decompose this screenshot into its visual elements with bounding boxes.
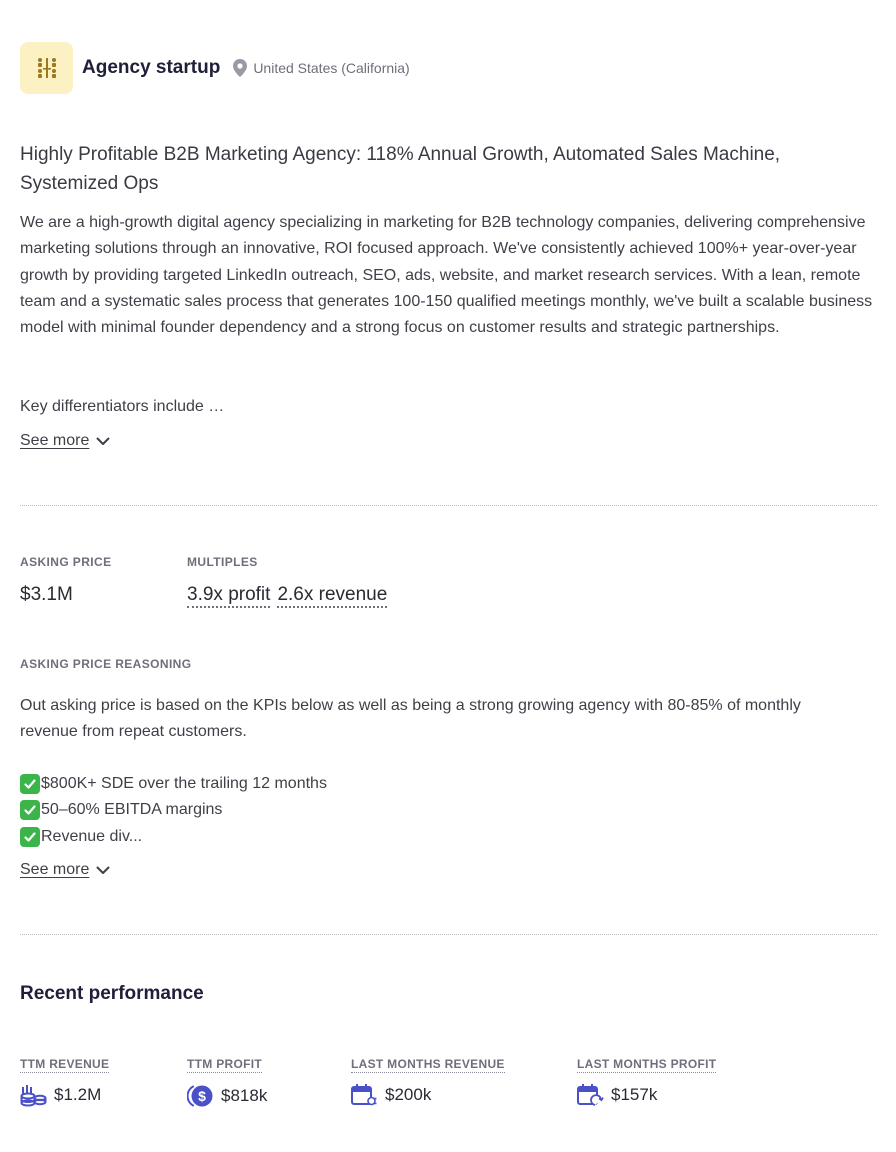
company-logo [20, 42, 73, 94]
calendar-profit-icon [577, 1083, 604, 1107]
dollar-circle-icon [187, 1083, 214, 1109]
coins-stack-icon [20, 1083, 47, 1107]
see-more-label: See more [20, 861, 90, 878]
company-name: Agency startup [82, 57, 221, 78]
kpi-label[interactable]: LAST MONTHS REVENUE [351, 1057, 505, 1071]
kpi-value: $157k [611, 1085, 658, 1104]
reasoning-bullets [20, 771, 327, 850]
revenue-multiple[interactable]: 2.6x revenue [277, 584, 387, 608]
bullet-text: 50–60% EBITDA margins [41, 801, 223, 819]
multiples-label: MULTIPLES [187, 555, 258, 569]
location [233, 59, 409, 77]
calendar-revenue-icon [351, 1083, 378, 1107]
listing-description: We are a high-growth digital agency specializing in marketing for B2B technology companies, delivering comprehensive marketing solutions through an innovative, ROI focused approach. We've consistently achieved 100%+ year-over-year growth by providing targeted LinkedIn outreach, SEO, ads, website, and market research services. With a lean, remote team and a systematic sales process that generates 100-150 qualified meetings monthly, we've built a scalable business model with minimal founder dependency and a strong focus on customer results and strategic partnerships. [20, 214, 873, 337]
bullet-text: $800K+ SDE over the trailing 12 months [41, 775, 327, 792]
asking-price-reasoning-label: ASKING PRICE REASONING [20, 657, 192, 671]
description-see-more-button[interactable] [20, 432, 110, 450]
kpi-value: $200k [385, 1085, 432, 1104]
kpi-ttm-profit [187, 1055, 267, 1109]
chevron-down-icon [96, 866, 110, 875]
bullet-item [20, 771, 327, 797]
svg-text:$: $ [198, 1088, 206, 1104]
listing-teaser: Key differentiators include … [20, 398, 225, 415]
check-mark-icon [20, 827, 40, 847]
kpi-value-row [20, 1083, 109, 1107]
check-mark-icon [20, 774, 40, 794]
map-pin-icon [233, 59, 247, 77]
kpi-value: $818k [221, 1086, 268, 1105]
recent-performance-title: Recent performance [20, 983, 204, 1004]
check-mark-icon [20, 800, 40, 820]
kpi-label[interactable]: TTM REVENUE [20, 1057, 110, 1071]
kpi-value: $1.2M [54, 1085, 102, 1104]
listing-header [20, 42, 410, 94]
kpi-label[interactable]: TTM PROFIT [187, 1057, 262, 1071]
location-text: United States (California) [253, 60, 410, 76]
asking-price-reasoning: Out asking price is based on the KPIs below as well as being a strong growing agency with 80-85% of monthly revenue from repeat customers. [20, 697, 801, 741]
section-divider [20, 934, 877, 935]
chevron-down-icon [96, 437, 110, 446]
bullet-text: Revenue div... [41, 827, 143, 845]
kpi-value-row [577, 1083, 716, 1107]
asking-price-label: ASKING PRICE [20, 555, 112, 569]
kpi-ttm-revenue [20, 1055, 109, 1107]
section-divider [20, 505, 877, 506]
multiples-values [187, 584, 387, 608]
listing-title: Highly Profitable B2B Marketing Agency: 118% Annual Growth, Automated Sales Machine, Systemized Ops [20, 144, 781, 194]
kpi-last-months-revenue [351, 1055, 505, 1107]
bullet-item [20, 797, 327, 823]
bullet-item [20, 824, 327, 850]
asking-price-value: $3.1M [20, 584, 73, 605]
profit-multiple[interactable]: 3.9x profit [187, 584, 270, 608]
see-more-label: See more [20, 432, 90, 449]
reasoning-see-more-button[interactable] [20, 861, 110, 879]
kpi-value-row [351, 1083, 505, 1107]
kpi-label[interactable]: LAST MONTHS PROFIT [577, 1057, 717, 1071]
kpi-last-months-profit [577, 1055, 716, 1107]
kpi-value-row [187, 1083, 267, 1109]
org-chart-icon [35, 56, 59, 80]
